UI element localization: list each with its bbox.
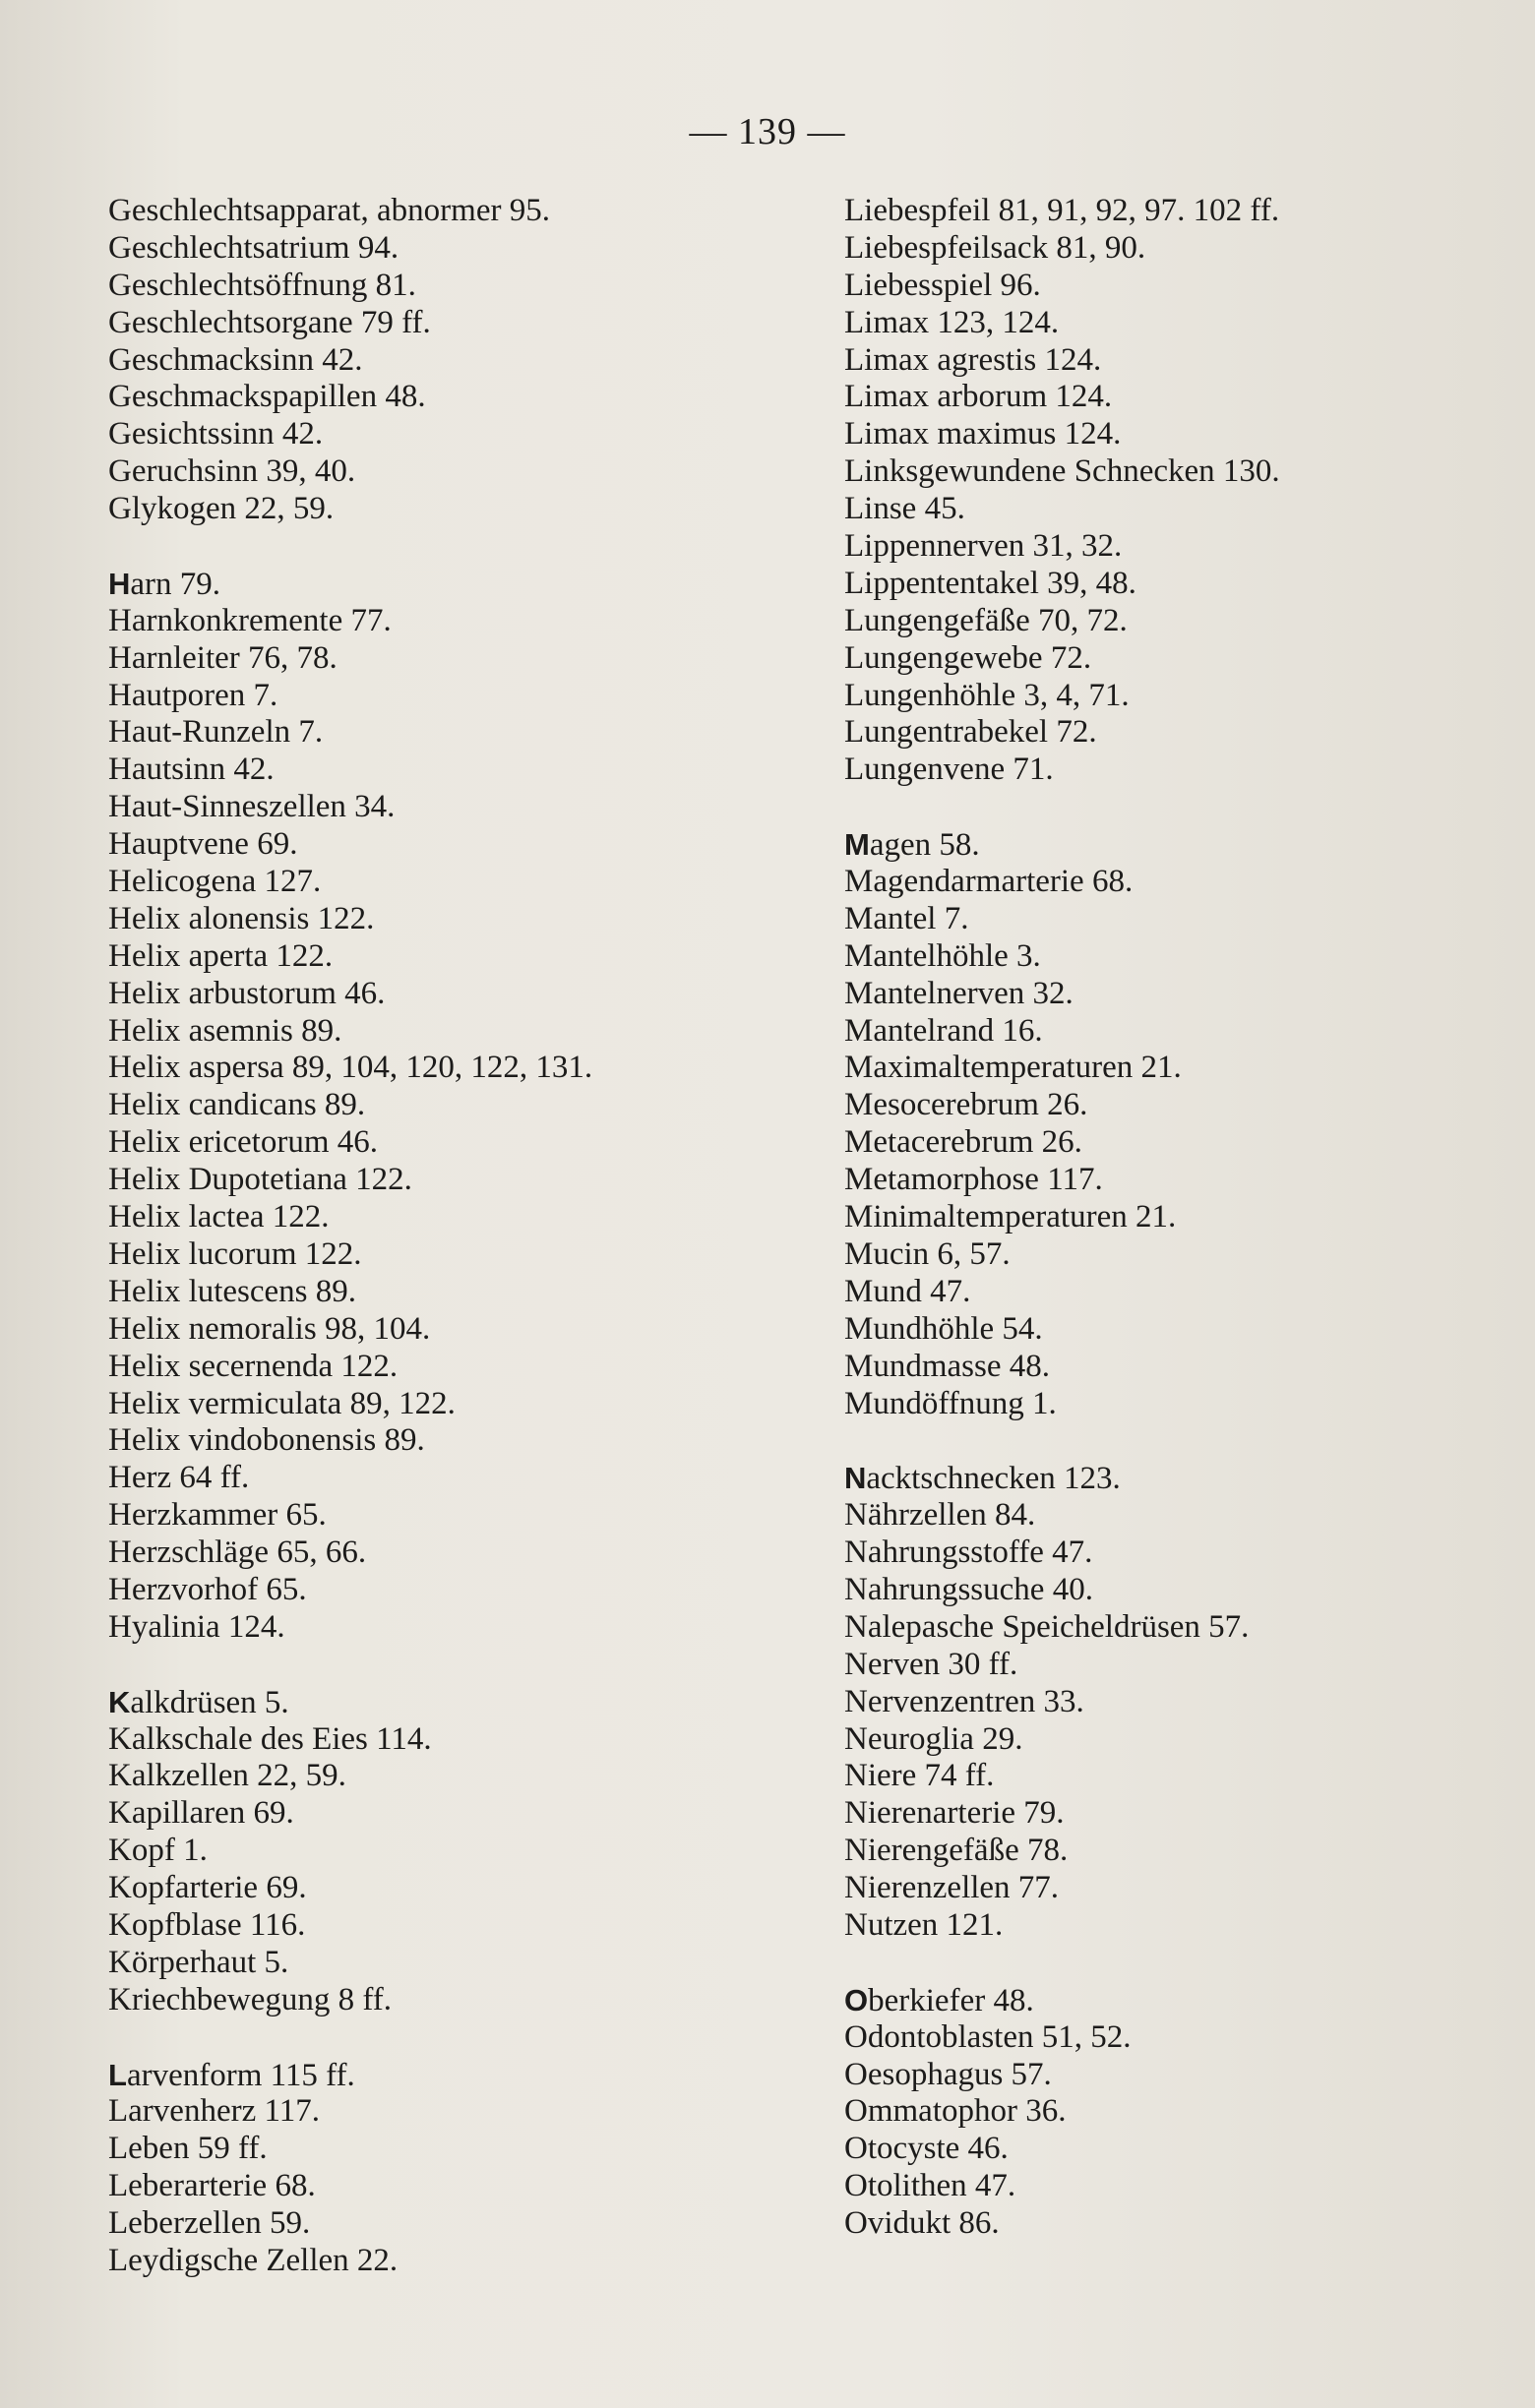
index-entry-text: Helix Dupotetiana 122.: [108, 1162, 412, 1198]
index-entry: [108, 1870, 817, 1907]
index-entry-text: Mantelnerven 32.: [844, 975, 1074, 1011]
index-entry-text: Leben 59 ff.: [108, 2131, 268, 2167]
section-initial: N: [844, 1461, 867, 1496]
index-entry-text: Lippennerven 31, 32.: [844, 528, 1123, 565]
index-entry: [844, 1833, 1513, 1870]
index-entry-text: Nierenarterie 79.: [844, 1795, 1065, 1832]
index-entry-text: Geschmacksinn 42.: [108, 341, 363, 378]
index-entry: [108, 1199, 817, 1236]
index-entry: [108, 566, 817, 603]
index-entry: [108, 230, 817, 268]
index-entry: [844, 1311, 1513, 1349]
index-entry-text: Magendarmarterie 68.: [844, 864, 1134, 900]
index-entry: [108, 416, 817, 453]
index-entry-text: Lungengefäße 70, 72.: [844, 602, 1128, 638]
index-entry-text: Limax maximus 124.: [844, 416, 1122, 452]
index-entry-text: Helix aperta 122.: [108, 937, 334, 974]
index-entry-text: Larvenherz 117.: [108, 2093, 320, 2130]
index-entry: [844, 1497, 1513, 1535]
index-entry-text: Ovidukt 86.: [844, 2205, 1000, 2242]
index-entry: [108, 1833, 817, 1870]
index-entry: [844, 2168, 1513, 2205]
index-entry-text: Hautporen 7.: [108, 677, 278, 713]
index-entry-text: Mund 47.: [844, 1273, 971, 1309]
index-entry-text: Liebesspiel 96.: [844, 267, 1041, 303]
index-entry-text: Helix vindobonensis 89.: [108, 1422, 425, 1459]
index-entry-text: Nährzellen 84.: [844, 1497, 1036, 1534]
index-entry-text: Otocyste 46.: [844, 2131, 1009, 2167]
index-entry-text: Kalkschale des Eies 114.: [108, 1720, 432, 1757]
index-entry: [844, 193, 1513, 230]
index-entry: [844, 714, 1513, 752]
index-column-right: [844, 193, 1513, 2243]
index-entry-text: Mundmasse 48.: [844, 1348, 1050, 1384]
index-entry-text: Herzkammer 65.: [108, 1497, 327, 1534]
index-entry-text: Helix lutescens 89.: [108, 1273, 357, 1309]
section-gap: [844, 1422, 1513, 1460]
index-entry-text: Leberarterie 68.: [108, 2168, 316, 2204]
index-entry: [108, 1050, 817, 1087]
index-entry-text: Kopfarterie 69.: [108, 1870, 307, 1906]
index-entry: [844, 305, 1513, 342]
index-entry: [108, 864, 817, 901]
index-entry-text: Kalkzellen 22, 59.: [108, 1758, 346, 1794]
index-entry-text: Helix aspersa 89, 104, 120, 122, 131.: [108, 1050, 593, 1086]
index-entry-text: Lungenhöhle 3, 4, 71.: [844, 677, 1130, 713]
index-entry: [844, 864, 1513, 901]
index-entry-text: Mundhöhle 54.: [844, 1310, 1043, 1347]
index-entry-text: Helix lactea 122.: [108, 1199, 330, 1235]
index-entry: [108, 1907, 817, 1945]
index-entry: [844, 1647, 1513, 1684]
index-entry: [844, 603, 1513, 640]
index-entry: [844, 2057, 1513, 2094]
index-entry-text: agen 58.: [869, 827, 980, 864]
index-entry: [108, 678, 817, 715]
index-entry-text: Mantel 7.: [844, 900, 969, 936]
index-entry: [844, 901, 1513, 938]
index-entry: [108, 379, 817, 416]
index-entry-text: Geschlechtsöffnung 81.: [108, 267, 416, 303]
index-entry: [108, 1386, 817, 1423]
index-entry: [844, 1870, 1513, 1907]
index-entry-text: Haut-Sinneszellen 34.: [108, 789, 396, 825]
index-entry-text: Liebespfeilsack 81, 90.: [844, 229, 1146, 266]
index-entry-text: Herz 64 ff.: [108, 1460, 250, 1496]
index-entry-text: Nierengefäße 78.: [844, 1833, 1069, 1869]
index-entry: [108, 1311, 817, 1349]
index-entry: [844, 1386, 1513, 1423]
index-entry: [108, 2093, 817, 2131]
index-entry-text: Neuroglia 29.: [844, 1720, 1023, 1757]
index-entry: [108, 938, 817, 976]
index-entry: [108, 1236, 817, 1274]
index-entry-text: Gesichtssinn 42.: [108, 416, 324, 452]
index-entry: [108, 1124, 817, 1162]
index-entry-text: acktschnecken 123.: [866, 1461, 1121, 1497]
index-entry: [844, 1236, 1513, 1274]
index-entry: [108, 603, 817, 640]
index-entry: [844, 1907, 1513, 1945]
index-entry: [108, 1460, 817, 1497]
index-entry-text: Kopfblase 116.: [108, 1906, 306, 1943]
index-entry-text: Lungentrabekel 72.: [844, 714, 1097, 751]
index-entry: [108, 640, 817, 678]
index-entry: [108, 1945, 817, 1982]
index-entry: [108, 2205, 817, 2243]
index-entry-text: Lungenvene 71.: [844, 752, 1054, 788]
index-entry: [844, 566, 1513, 603]
index-entry-text: Leberzellen 59.: [108, 2205, 311, 2242]
index-entry-text: Nutzen 121.: [844, 1906, 1004, 1943]
index-entry-text: Metacerebrum 26.: [844, 1124, 1082, 1161]
index-entry: [844, 1535, 1513, 1572]
section-gap: [844, 1945, 1513, 1982]
index-entry-text: alkdrüsen 5.: [130, 1684, 289, 1720]
index-entry: [844, 2205, 1513, 2243]
index-entry: [844, 2019, 1513, 2057]
index-entry: [108, 752, 817, 789]
index-entry: [844, 1349, 1513, 1386]
index-entry: [108, 1162, 817, 1199]
index-entry-text: Helix arbustorum 46.: [108, 975, 386, 1011]
index-entry: [108, 453, 817, 491]
section-initial: O: [844, 1982, 869, 2017]
index-entry-text: Geschmackspapillen 48.: [108, 379, 426, 415]
index-entry-text: Hyalinia 124.: [108, 1608, 285, 1645]
section-initial: L: [108, 2057, 127, 2092]
index-entry: [108, 193, 817, 230]
index-entry-text: Herzvorhof 65.: [108, 1571, 307, 1607]
index-entry-text: Odontoblasten 51, 52.: [844, 2018, 1132, 2055]
index-entry-text: Nerven 30 ff.: [844, 1646, 1018, 1682]
index-entry: [844, 1199, 1513, 1236]
index-entry-text: Leydigsche Zellen 22.: [108, 2242, 399, 2278]
index-entry-text: Haut-Runzeln 7.: [108, 714, 324, 751]
index-entry-text: Nalepasche Speicheldrüsen 57.: [844, 1608, 1250, 1645]
index-entry-text: Helix lucorum 122.: [108, 1235, 362, 1272]
index-entry: [844, 1050, 1513, 1087]
index-entry-text: Nahrungssuche 40.: [844, 1571, 1093, 1607]
index-entry: [844, 1460, 1513, 1497]
index-entry-text: Liebespfeil 81, 91, 92, 97. 102 ff.: [844, 193, 1280, 228]
index-entry-text: arn 79.: [130, 566, 221, 602]
index-entry-text: Nierenzellen 77.: [844, 1870, 1060, 1906]
index-entry: [108, 1274, 817, 1311]
index-entry-text: Helix vermiculata 89, 122.: [108, 1385, 456, 1421]
index-entry: [844, 752, 1513, 789]
index-entry-text: Harnleiter 76, 78.: [108, 639, 338, 676]
index-entry: [844, 1572, 1513, 1609]
section-gap: [108, 2019, 817, 2057]
index-entry-text: Kriechbewegung 8 ff.: [108, 1981, 393, 2017]
index-entry-text: Metamorphose 117.: [844, 1162, 1103, 1198]
index-entry-text: Otolithen 47.: [844, 2168, 1016, 2204]
index-entry-text: Mesocerebrum 26.: [844, 1087, 1088, 1123]
index-entry: [108, 1795, 817, 1833]
index-entry: [108, 826, 817, 864]
index-entry: [108, 342, 817, 380]
index-entry: [108, 1721, 817, 1759]
index-entry-text: Kopf 1.: [108, 1833, 208, 1869]
index-entry: [844, 1721, 1513, 1759]
index-entry-text: Minimaltemperaturen 21.: [844, 1199, 1177, 1235]
index-entry: [844, 491, 1513, 528]
index-entry: [844, 1162, 1513, 1199]
index-entry-text: Helix nemoralis 98, 104.: [108, 1310, 431, 1347]
index-entry-text: Herzschläge 65, 66.: [108, 1535, 367, 1571]
index-entry: [108, 1087, 817, 1124]
section-initial: M: [844, 827, 870, 863]
index-entry-text: Oesophagus 57.: [844, 2056, 1052, 2092]
index-entry-text: Hautsinn 42.: [108, 752, 275, 788]
index-entry: [108, 1013, 817, 1051]
index-entry: [844, 2093, 1513, 2131]
index-entry-text: Limax 123, 124.: [844, 304, 1060, 340]
index-entry-text: Hauptvene 69.: [108, 826, 298, 863]
index-entry: [844, 342, 1513, 380]
index-entry: [108, 2131, 817, 2168]
index-entry-text: Mantelrand 16.: [844, 1012, 1043, 1049]
index-entry: [108, 1572, 817, 1609]
index-entry-text: Linksgewundene Schnecken 130.: [844, 453, 1280, 490]
index-entry: [108, 1982, 817, 2019]
index-entry: [844, 268, 1513, 305]
section-gap: [108, 528, 817, 566]
index-entry-text: Helix secernenda 122.: [108, 1348, 399, 1384]
index-entry-text: arvenform 115 ff.: [126, 2057, 355, 2093]
index-entry: [844, 826, 1513, 864]
index-entry-text: Helix alonensis 122.: [108, 900, 375, 936]
index-entry-text: Körperhaut 5.: [108, 1944, 289, 1980]
index-entry: [844, 1609, 1513, 1647]
index-entry: [844, 938, 1513, 976]
index-entry: [108, 1422, 817, 1460]
index-entry: [108, 1609, 817, 1647]
page-number: — 139 —: [689, 111, 846, 152]
index-entry-text: Helix candicans 89.: [108, 1087, 366, 1123]
index-entry: [844, 1684, 1513, 1721]
index-entry-text: Lungengewebe 72.: [844, 639, 1092, 676]
index-entry: [844, 2131, 1513, 2168]
index-entry-text: Kapillaren 69.: [108, 1795, 294, 1832]
index-column-left: [108, 193, 817, 2280]
index-entry: [844, 1274, 1513, 1311]
index-entry-text: Geruchsinn 39, 40.: [108, 453, 356, 490]
index-entry: [108, 714, 817, 752]
index-entry-text: Mundöffnung 1.: [844, 1385, 1057, 1421]
index-entry: [108, 491, 817, 528]
index-entry: [108, 305, 817, 342]
index-entry: [844, 416, 1513, 453]
index-entry-text: Harnkonkremente 77.: [108, 602, 392, 638]
section-gap: [844, 789, 1513, 826]
index-entry-text: Mucin 6, 57.: [844, 1235, 1011, 1272]
index-entry-text: Ommatophor 36.: [844, 2093, 1067, 2130]
index-entry: [844, 528, 1513, 566]
section-gap: [108, 1647, 817, 1684]
index-entry: [844, 678, 1513, 715]
index-entry: [844, 1982, 1513, 2019]
index-entry-text: Linse 45.: [844, 491, 965, 527]
index-entry-text: Limax agrestis 124.: [844, 341, 1102, 378]
index-entry-text: Niere 74 ff.: [844, 1758, 995, 1794]
index-entry: [108, 2057, 817, 2094]
index-entry: [844, 1795, 1513, 1833]
index-entry: [108, 976, 817, 1013]
section-initial: K: [108, 1684, 131, 1719]
index-entry: [844, 1758, 1513, 1795]
index-entry-text: Helix asemnis 89.: [108, 1012, 342, 1049]
section-initial: H: [108, 566, 131, 601]
index-entry: [108, 1758, 817, 1795]
index-entry: [844, 976, 1513, 1013]
index-entry: [108, 789, 817, 826]
index-entry: [844, 379, 1513, 416]
index-entry-text: Helix ericetorum 46.: [108, 1124, 378, 1161]
index-entry: [108, 2168, 817, 2205]
index-entry: [108, 2243, 817, 2280]
index-entry: [844, 230, 1513, 268]
index-entry-text: Nervenzentren 33.: [844, 1683, 1084, 1719]
index-entry-text: Geschlechtsatrium 94.: [108, 229, 399, 266]
index-entry: [844, 453, 1513, 491]
index-entry: [108, 1349, 817, 1386]
index-entry-text: berkiefer 48.: [868, 1982, 1034, 2018]
index-entry: [108, 268, 817, 305]
index-entry: [844, 1013, 1513, 1051]
index-entry-text: Lippententakel 39, 48.: [844, 565, 1136, 601]
index-entry: [108, 1535, 817, 1572]
index-entry-text: Nahrungsstoffe 47.: [844, 1535, 1093, 1571]
index-entry-text: Geschlechtsorgane 79 ff.: [108, 304, 431, 340]
index-entry-text: Geschlechtsapparat, abnormer 95.: [108, 193, 550, 228]
index-entry: [844, 1124, 1513, 1162]
index-entry-text: Limax arborum 124.: [844, 379, 1113, 415]
index-entry-text: Maximaltemperaturen 21.: [844, 1050, 1182, 1086]
index-entry: [844, 1087, 1513, 1124]
index-entry: [844, 640, 1513, 678]
index-entry: [108, 1684, 817, 1721]
index-entry: [108, 901, 817, 938]
index-entry-text: Mantelhöhle 3.: [844, 937, 1041, 974]
index-entry-text: Glykogen 22, 59.: [108, 491, 335, 527]
index-entry-text: Helicogena 127.: [108, 864, 322, 900]
index-entry: [108, 1497, 817, 1535]
